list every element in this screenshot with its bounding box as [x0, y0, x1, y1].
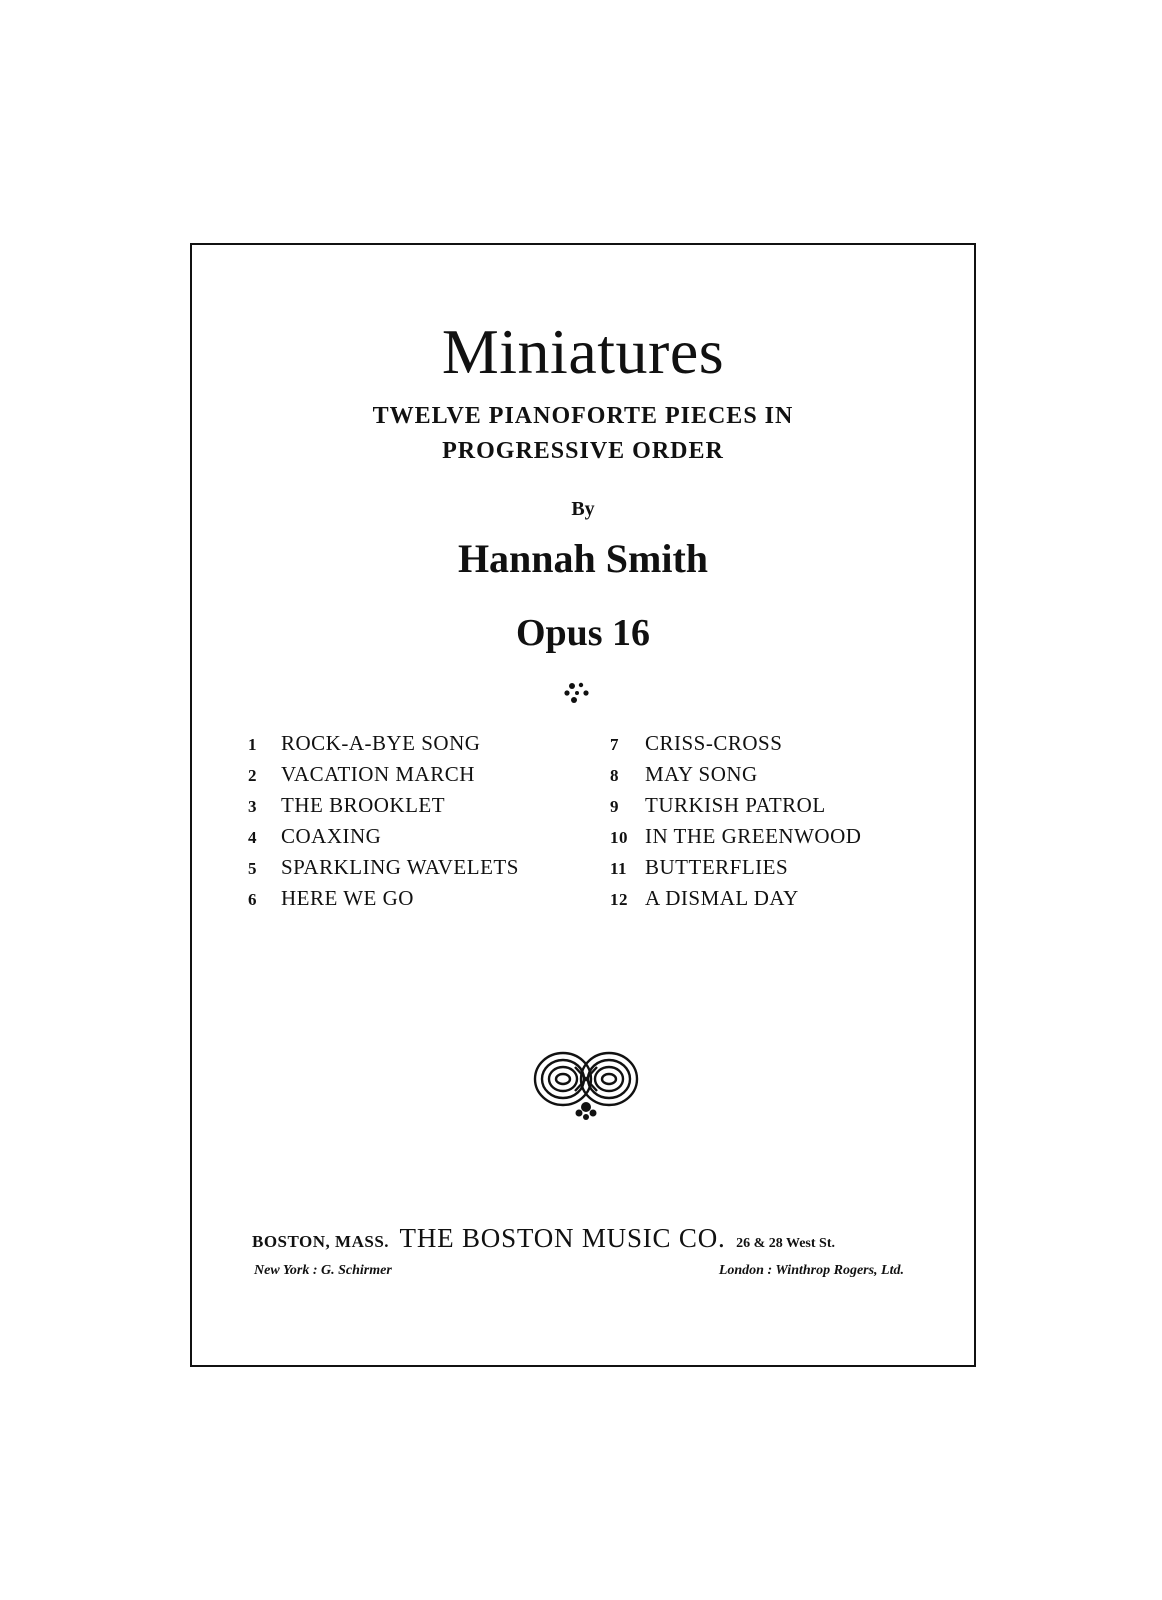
- publisher-address: 26 & 28 West St.: [736, 1236, 835, 1251]
- subtitle-line-2: PROGRESSIVE ORDER: [442, 438, 724, 464]
- list-item: 6 HERE WE GO: [248, 886, 414, 910]
- title-page-frame: [190, 243, 976, 1367]
- list-item: 3 THE BROOKLET: [248, 793, 446, 817]
- list-item: 10 IN THE GREENWOOD: [610, 824, 862, 848]
- london-agent: London : Winthrop Rogers, Ltd.: [718, 1263, 904, 1278]
- list-item: 8 MAY SONG: [610, 762, 758, 786]
- dot-ornament-icon: [562, 681, 592, 705]
- subtitle-line-1: TWELVE PIANOFORTE PIECES IN: [372, 403, 794, 429]
- list-item: 11 BUTTERFLIES: [610, 855, 789, 879]
- publisher-name: THE BOSTON MUSIC CO.: [399, 1223, 726, 1253]
- piece-list-right: [610, 731, 861, 917]
- list-item: 5 SPARKLING WAVELETS: [248, 855, 519, 879]
- list-item: 4 COAXING: [248, 824, 382, 848]
- new-york-agent: New York : G. Schirmer: [254, 1263, 392, 1278]
- page-title: Miniatures: [441, 316, 725, 387]
- composer-name: Hannah Smith: [457, 536, 709, 581]
- opus-number: Opus 16: [515, 612, 651, 654]
- by-label: By: [571, 498, 595, 520]
- knot-ornament-icon: [531, 1045, 641, 1121]
- list-item: 12 A DISMAL DAY: [610, 886, 799, 910]
- publisher-line: [252, 1223, 835, 1254]
- list-item: 7 CRISS-CROSS: [610, 731, 783, 755]
- list-item: 2 VACATION MARCH: [248, 762, 475, 786]
- publisher-location: BOSTON, MASS.: [252, 1232, 390, 1251]
- list-item: 1 ROCK-A-BYE SONG: [248, 731, 481, 755]
- piece-list-left: [248, 731, 519, 917]
- list-item: 9 TURKISH PATROL: [610, 793, 826, 817]
